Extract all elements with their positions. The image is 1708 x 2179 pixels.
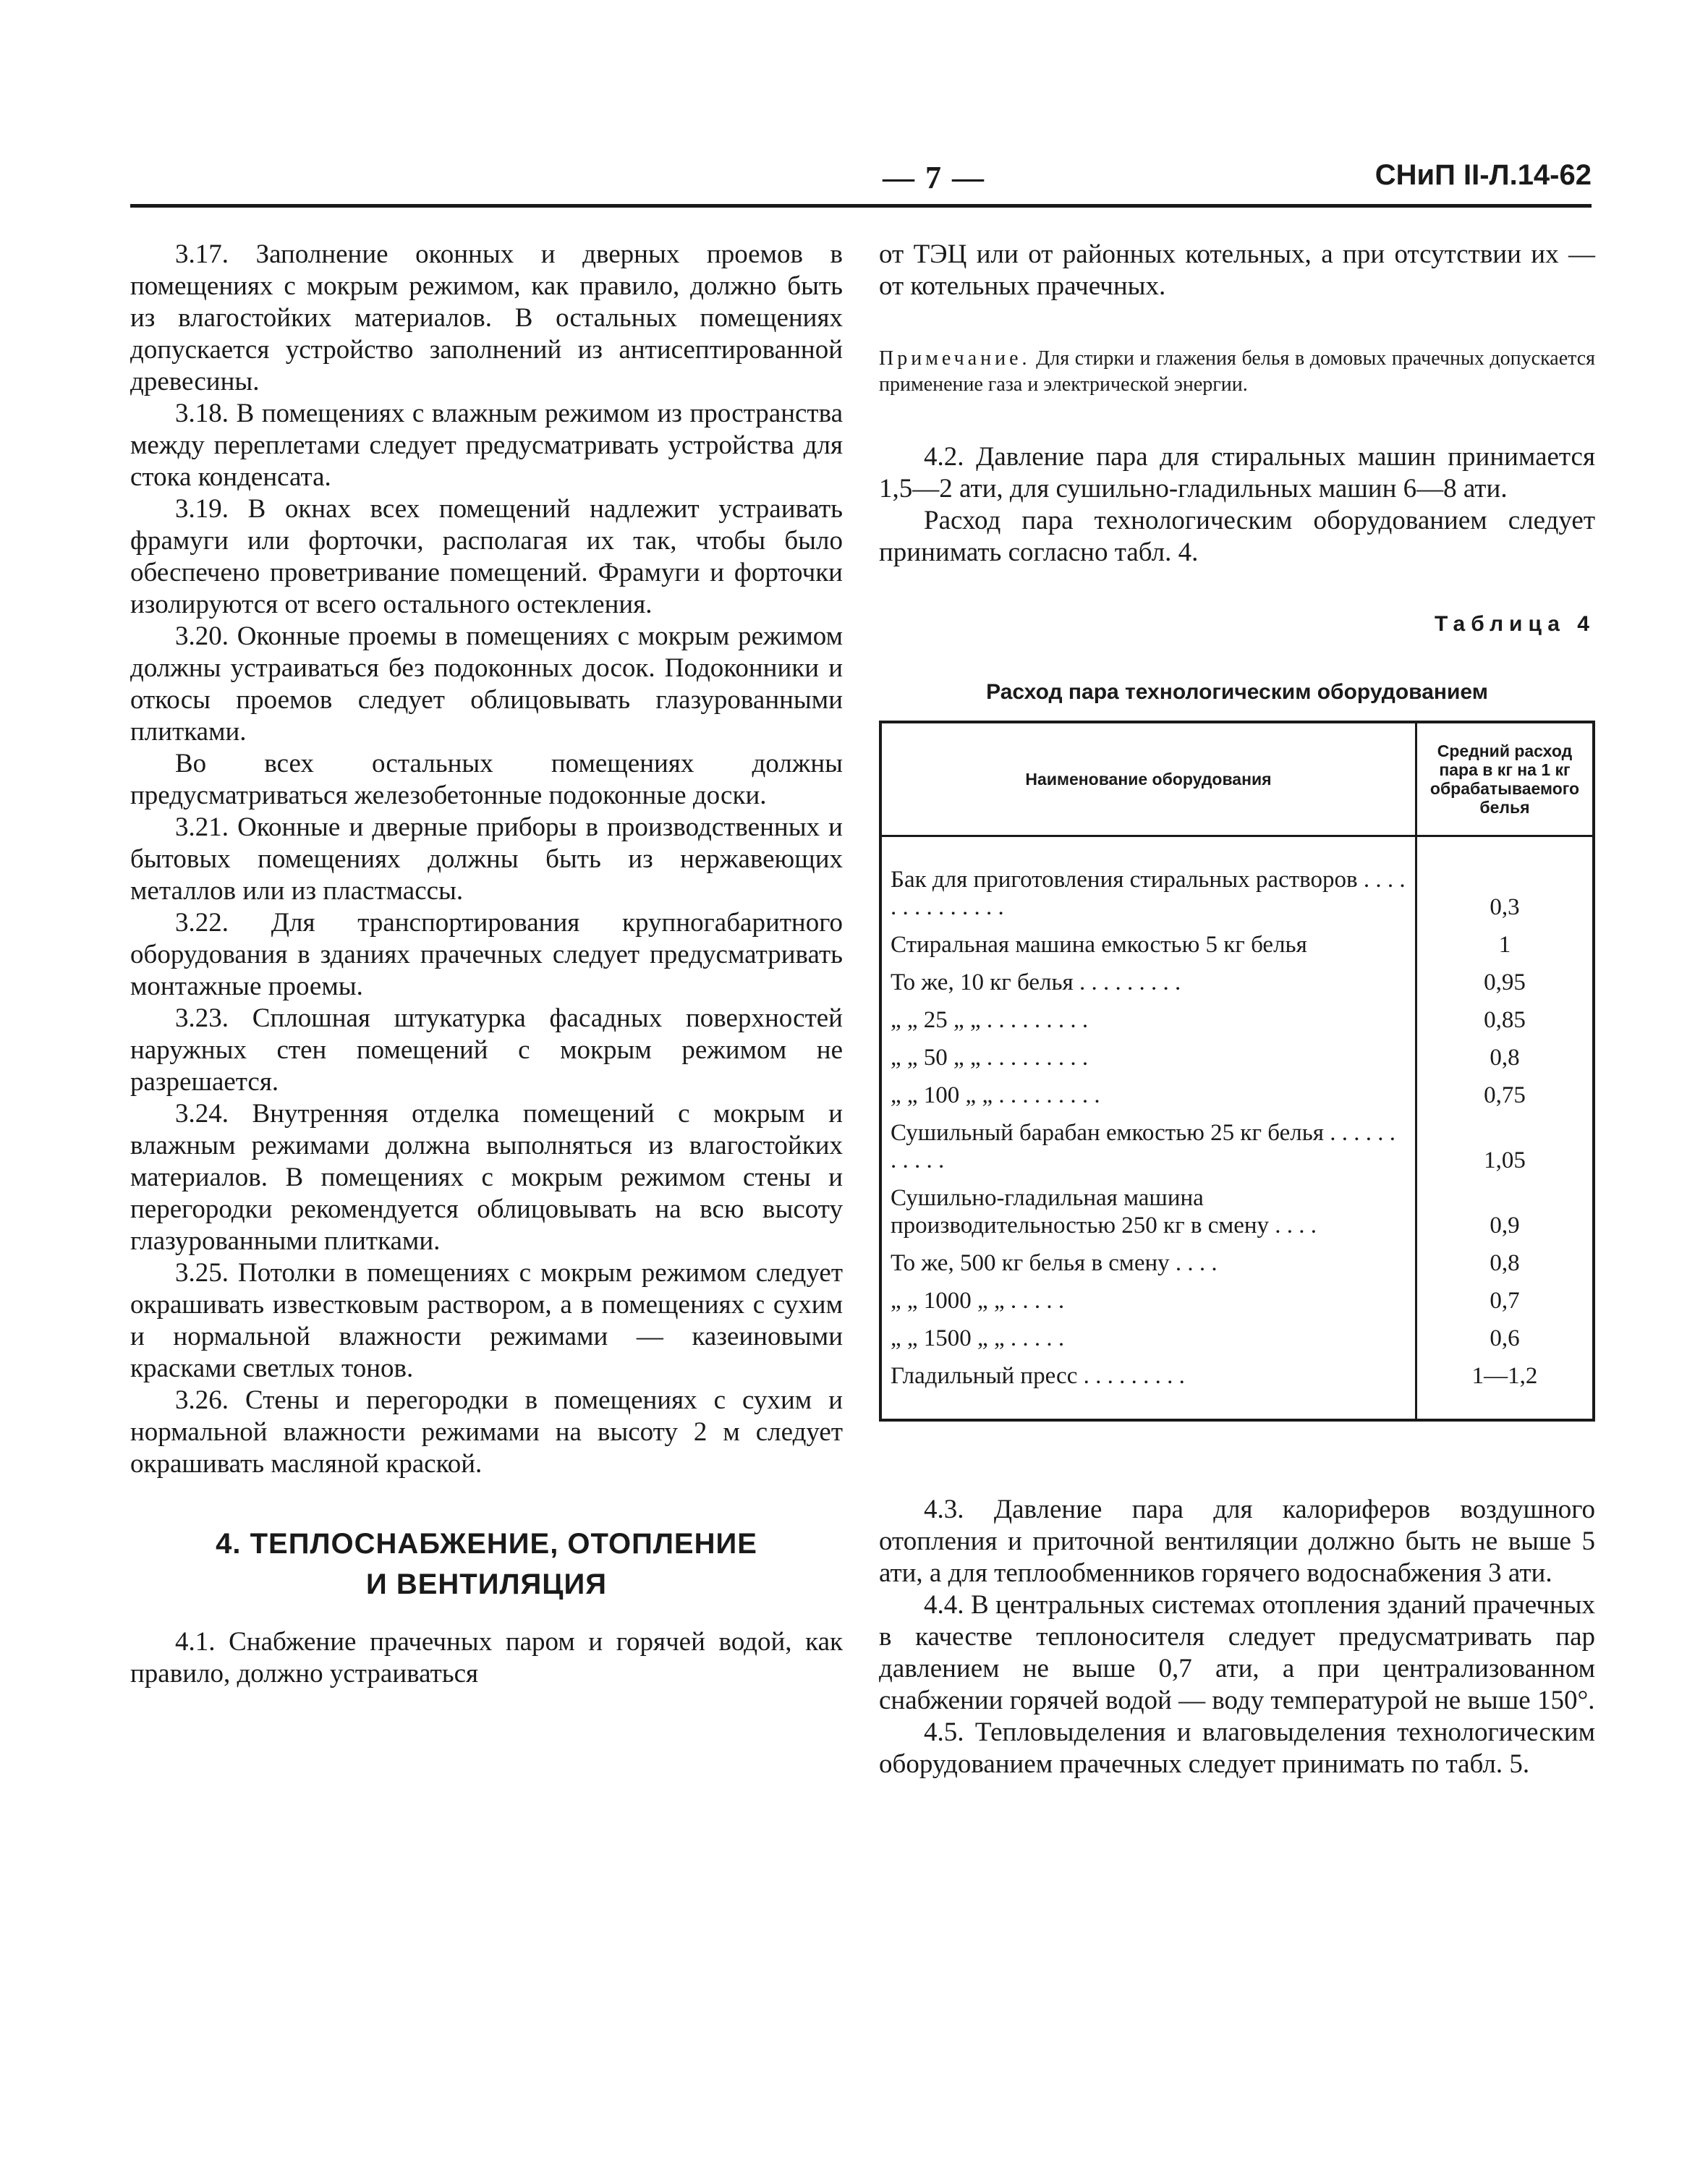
paragraph-3-18: 3.18. В помещениях с влажным режимом из пространства между переплетами следует предусматривать устройства для стока конденсата. <box>130 399 843 492</box>
paragraph-4-3: 4.3. Давление пара для калориферов воздушного отопления и приточной вентиляции должно быть не выше 5 ати, а для теплообменников горячего водоснабжения 3 ати. <box>879 1495 1595 1588</box>
paragraph-3-25: 3.25. Потолки в помещениях с мокрым режимом следует окрашивать известковым раствором, а в помещениях с сухим и нормальной влажности режимами — казеиновыми красками светлых тонов. <box>130 1258 843 1383</box>
paragraph-3-26: 3.26. Стены и перегородки в помещениях с сухим и нормальной влажности режимами на высоту 2 м следует окрашивать масляной краской. <box>130 1385 843 1479</box>
paragraph-3-19: 3.19. В окнах всех помещений надлежит устраивать фрамуги или форточки, располагая их так, чтобы было обеспечено проветривание помещений. Фрамуги и форточки изолируются от всего остального остекления. <box>130 494 843 619</box>
row-equipment: „ „ 1000 „ „ . . . . . <box>880 1282 1416 1320</box>
paragraph-3-20-b: Во всех остальных помещениях должны предусматриваться железобетонные подоконные доски. <box>130 749 843 810</box>
row-value: 1—1,2 <box>1471 1363 1538 1389</box>
row-value: 0,3 <box>1490 894 1520 920</box>
steam-consumption-table <box>879 721 1595 1422</box>
note-text: Для стирки и глажения белья в домовых прачечных допускается применение газа и электрической энергии. <box>879 347 1596 396</box>
table-spacer <box>879 1422 1595 1494</box>
paragraph-4-2: 4.2. Давление пара для стиральных машин принимается 1,5—2 ати, для сушильно-гладильных машин 6—8 ати. <box>879 442 1595 504</box>
row-equipment: „ „ 50 „ „ . . . . . . . . . <box>880 1039 1416 1076</box>
paragraph-4-4: 4.4. В центральных системах отопления зданий прачечных в качестве теплоносителя следует предусматривать пар давлением не выше 0,7 ати, а при централизованном снабжении горячей водой — воду температурой не выше 150°. <box>879 1590 1595 1715</box>
row-equipment: „ „ 1500 „ „ . . . . . <box>880 1320 1416 1357</box>
table-row <box>880 1076 1594 1114</box>
section-title-line-2: И ВЕНТИЛЯЦИЯ <box>365 1568 608 1600</box>
row-value: 0,85 <box>1484 1007 1526 1033</box>
paragraph-3-22: 3.22. Для транспортирования крупногабаритного оборудования в зданиях прачечных следует предусматривать монтажные проемы. <box>130 908 843 1001</box>
paragraph-3-21: 3.21. Оконные и дверные приборы в производственных и бытовых помещениях должны быть из нержавеющих металлов или из пластмассы. <box>130 812 843 906</box>
page-header <box>130 153 1592 208</box>
column-header-equipment: Наименование оборудования <box>880 722 1416 836</box>
table-row <box>880 1001 1594 1039</box>
row-equipment: „ „ 100 „ „ . . . . . . . . . <box>880 1076 1416 1114</box>
section-title <box>130 1524 843 1605</box>
table-row <box>880 1039 1594 1076</box>
table-header-row <box>880 722 1594 836</box>
row-value: 0,7 <box>1490 1288 1520 1314</box>
paragraph-4-1-continued: от ТЭЦ или от районных котельных, а при отсутствии их — от котельных прачечных. <box>879 239 1595 301</box>
document-code: СНиП II-Л.14-62 <box>1375 159 1592 191</box>
paragraph-3-24: 3.24. Внутренняя отделка помещений с мокрым и влажным режимами должна выполняться из влагостойких материалов. В помещениях с мокрым режимом стены и перегородки рекомендуется облицовывать на всю высоту глазурованными плитками. <box>130 1099 843 1256</box>
row-value: 0,6 <box>1490 1325 1520 1351</box>
row-value: 1 <box>1498 932 1511 958</box>
row-equipment: Бак для приготовления стиральных растворов . . . . . . . . . . . . . . <box>880 836 1416 927</box>
paragraph-3-17: 3.17. Заполнение оконных и дверных проемов в помещениях с мокрым режимом, как правило, должно быть из влагостойких материалов. В остальных помещениях допускается устройство заполнений из антисептированной древесины. <box>130 239 843 396</box>
table-row <box>880 1114 1594 1179</box>
row-value: 0,8 <box>1490 1045 1520 1071</box>
paragraph-4-1: 4.1. Снабжение прачечных паром и горячей водой, как правило, должно устраиваться <box>130 1627 843 1689</box>
left-column <box>130 239 843 1690</box>
table-title: Расход пара технологическим оборудованием <box>986 680 1488 704</box>
row-equipment: То же, 10 кг белья . . . . . . . . . <box>880 964 1416 1001</box>
table-row <box>880 964 1594 1001</box>
row-equipment: Сушильный барабан емкостью 25 кг белья . . . . . . . . . . . <box>880 1114 1416 1179</box>
row-equipment: „ „ 25 „ „ . . . . . . . . . <box>880 1001 1416 1039</box>
section-title-line-1: 4. ТЕПЛОСНАБЖЕНИЕ, ОТОПЛЕНИЕ <box>216 1528 757 1560</box>
row-equipment: Стиральная машина емкостью 5 кг белья <box>880 926 1416 964</box>
paragraph-3-23: 3.23. Сплошная штукатурка фасадных поверхностей наружных стен помещений с мокрым режимом не разрешается. <box>130 1003 843 1097</box>
note <box>879 346 1595 398</box>
table-row <box>880 1244 1594 1282</box>
row-equipment: Сушильно-гладильная машина производительностью 250 кг в смену . . . . <box>880 1179 1416 1244</box>
table-row <box>880 1357 1594 1420</box>
table-row <box>880 1320 1594 1357</box>
row-value: 0,95 <box>1484 969 1526 995</box>
row-equipment: То же, 500 кг белья в смену . . . . <box>880 1244 1416 1282</box>
table-row <box>880 926 1594 964</box>
table-row <box>880 1179 1594 1244</box>
table-label: Таблица 4 <box>1434 612 1595 636</box>
row-value: 1,05 <box>1484 1147 1526 1173</box>
column-header-consumption: Средний расход пара в кг на 1 кг обрабатываемого белья <box>1416 722 1594 836</box>
paragraph-4-5: 4.5. Тепловыделения и влаговыделения технологическим оборудованием прачечных следует принимать по табл. 5. <box>879 1717 1595 1779</box>
page-number: — 7 — <box>883 160 985 195</box>
note-label: Примечание. <box>879 347 1031 370</box>
row-equipment: Гладильный пресс . . . . . . . . . <box>880 1357 1416 1420</box>
table-row <box>880 1282 1594 1320</box>
right-column <box>879 239 1595 1780</box>
paragraph-4-2-b: Расход пара технологическим оборудованием следует принимать согласно табл. 4. <box>879 506 1595 567</box>
paragraph-3-20: 3.20. Оконные проемы в помещениях с мокрым режимом должны устраиваться без подоконных досок. Подоконники и откосы проемов следует облицовывать глазурованными плитками. <box>130 621 843 747</box>
row-value: 0,75 <box>1484 1082 1526 1108</box>
table-row <box>880 836 1594 927</box>
row-value: 0,9 <box>1490 1212 1520 1239</box>
row-value: 0,8 <box>1490 1250 1520 1276</box>
